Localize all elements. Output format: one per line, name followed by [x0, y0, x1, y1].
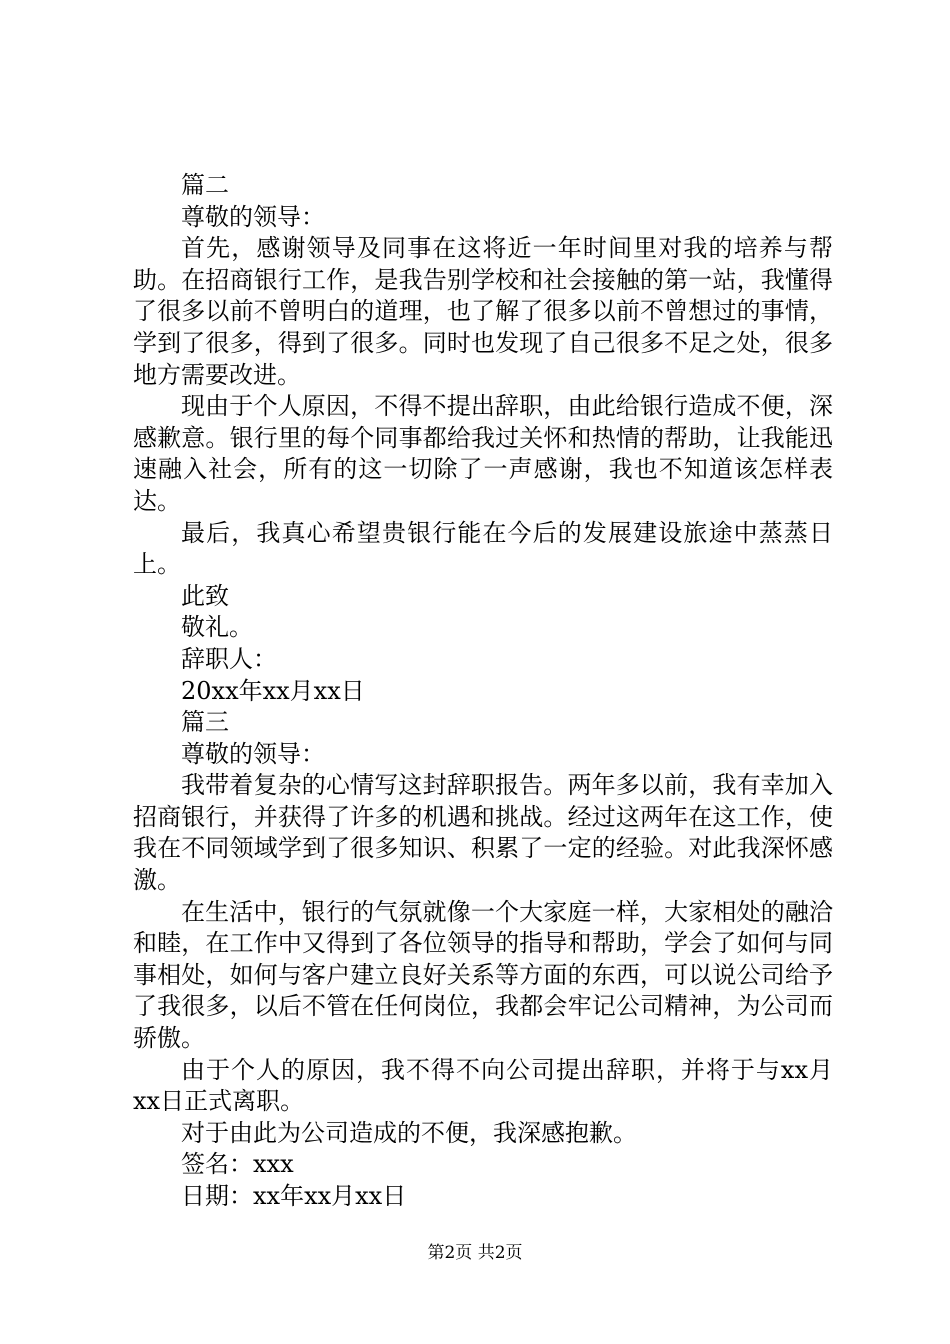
section-2-title: 篇二 [181, 171, 229, 199]
section-2-salutation: 尊敬的领导： [181, 202, 325, 231]
section-3-title: 篇三 [181, 708, 229, 737]
section-2-date: 20xx年xx月xx日 [181, 676, 365, 705]
section-2-closing-2: 敬礼。 [181, 613, 253, 642]
section-3-signature: 签名：xxx [181, 1150, 294, 1179]
page-number-label: 第2页 共2页 [427, 1243, 523, 1263]
section-2-paragraph-2: 现由于个人原因，不得不提出辞职，由此给银行造成不便，深感歉意。银行里的每个同事都给我过关怀和热情的帮助，让我能迅速融入社会，所有的这一切除了一声感谢，我也不知道该怎样表达。 [133, 392, 833, 515]
section-3-date: 日期：xx年xx月xx日 [181, 1182, 407, 1210]
section-3-paragraph-4: 对于由此为公司造成的不便，我深感抱歉。 [181, 1118, 637, 1147]
document-body [133, 170, 833, 1213]
page-footer [0, 1243, 950, 1263]
section-2-paragraph-1: 首先，感谢领导及同事在这将近一年时间里对我的培养与帮助。在招商银行工作，是我告别学校和社会接触的第一站，我懂得了很多以前不曾明白的道理，也了解了很多以前不曾想过的事情，学到了很多，得到了很多。同时也发现了自己很多不足之处，很多地方需要改进。 [133, 234, 833, 389]
section-2-closing-1: 此致 [181, 581, 229, 610]
section-2-signer: 辞职人： [181, 644, 277, 673]
section-3-paragraph-2: 在生活中，银行的气氛就像一个大家庭一样，大家相处的融洽和睦，在工作中又得到了各位领导的指导和帮助，学会了如何与同事相处，如何与客户建立良好关系等方面的东西，可以说公司给予了我很多，以后不管在任何岗位，我都会牢记公司精神，为公司而骄傲。 [133, 897, 833, 1053]
section-3-paragraph-3: 由于个人的原因，我不得不向公司提出辞职，并将于与xx月xx日正式离职。 [133, 1055, 833, 1116]
section-3-salutation: 尊敬的领导： [181, 739, 325, 768]
section-2-paragraph-3: 最后，我真心希望贵银行能在今后的发展建设旅途中蒸蒸日上。 [133, 518, 833, 579]
section-3-paragraph-1: 我带着复杂的心情写这封辞职报告。两年多以前，我有幸加入招商银行，并获得了许多的机遇和挑战。经过这两年在这工作，使我在不同领域学到了很多知识、积累了一定的经验。对此我深怀感激。 [133, 771, 833, 895]
